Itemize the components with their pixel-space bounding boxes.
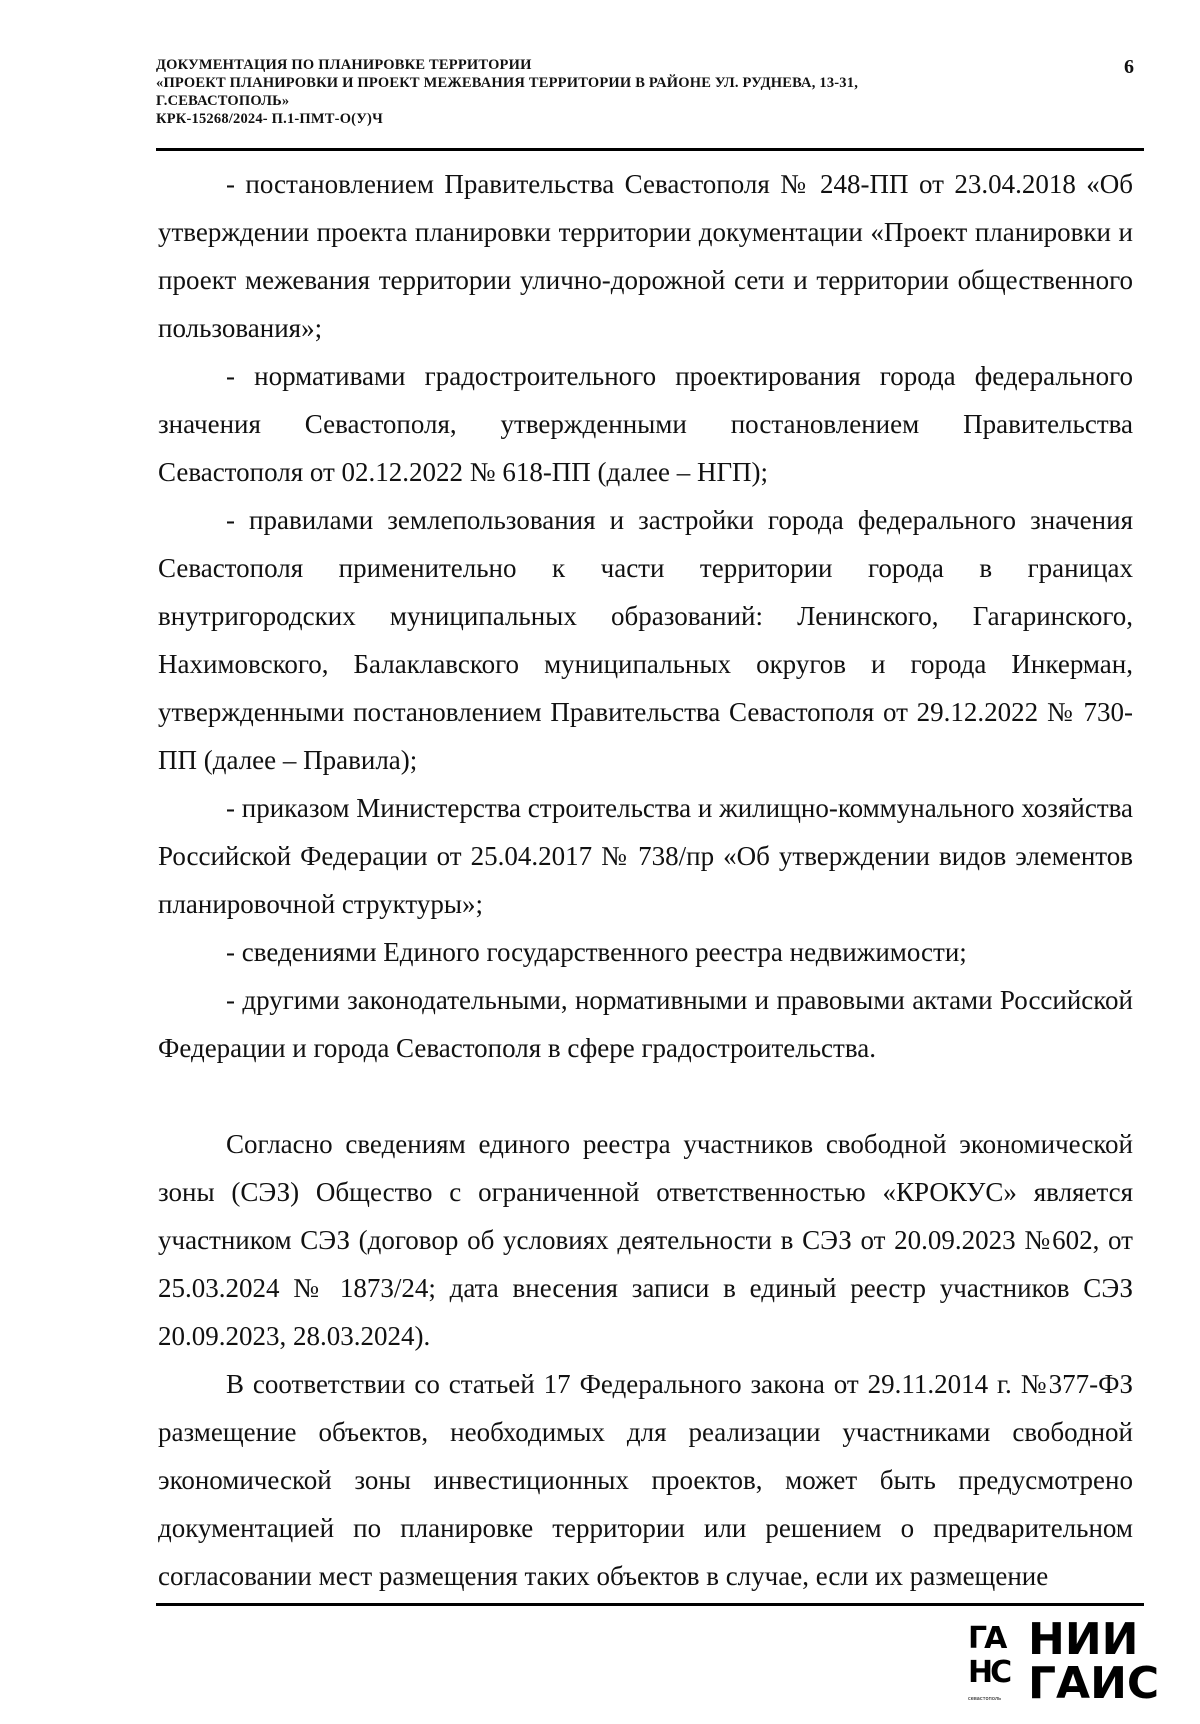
paragraph-7: Согласно сведениям единого реестра участников свободной экономической зоны (СЭЗ) Общество с ограниченной ответственностью «КРОКУС» является участником СЭЗ (договор об условиях деятельности в СЭЗ от 20.09.2023 №602, от 25.03.2024 № 1873/24; дата внесения записи в единый реестр участников СЭЗ 20.09.2023, 28.03.2024). [158, 1129, 1133, 1351]
paragraph-3: - правилами землепользования и застройки города федерального значения Севастополя применительно к части территории города в границах внутригородских муниципальных образований: Ленинского, Гагаринского, Нахимовского, Балаклавского муниципальных округов и города Инкерман, утвержденными постановлением Правительства Севастополя от 29.12.2022 № 730-ПП (далее – Правила); [158, 505, 1133, 775]
header-title-line-3: Г.СЕВАСТОПОЛЬ» [156, 93, 290, 109]
logo-line-1: НИИ [1028, 1614, 1139, 1665]
page-number: 6 [1124, 56, 1134, 78]
paragraph-4: - приказом Министерства строительства и жилищно-коммунального хозяйства Российской Федерации от 25.04.2017 № 738/пр «Об утверждении видов элементов планировочной структуры»; [158, 793, 1133, 919]
logo-mark-icon [968, 1622, 1016, 1702]
logo-mark-top: ГА [968, 1621, 1005, 1656]
footer-divider [156, 1603, 1144, 1606]
paragraph-8: В соответствии со статьей 17 Федерального закона от 29.11.2014 г. №377-ФЗ размещение объектов, необходимых для реализации участниками свободной экономической зоны инвестиционных проектов, может быть предусмотрено документацией по планировке территории или решением о предварительном согласовании мест размещения таких объектов в случае, если их размещение [158, 1369, 1133, 1591]
logo-wordmark [1028, 1614, 1160, 1709]
logo-mark-caption: севастополь [968, 1696, 1002, 1702]
document-body [158, 160, 1133, 1600]
paragraph-2: - нормативами градостроительного проектирования города федерального значения Севастополя, утвержденными постановлением Правительства Севастополя от 02.12.2022 № 618-ПП (далее – НГП); [158, 361, 1133, 487]
paragraph-6: - другими законодательными, нормативными и правовыми актами Российской Федерации и города Севастополя в сфере градостроительства. [158, 985, 1133, 1063]
paragraph-1: - постановлением Правительства Севастополя № 248-ПП от 23.04.2018 «Об утверждении проекта планировки территории документации «Проект планировки и проект межевания территории улично-дорожной сети и территории общественного пользования»; [158, 169, 1133, 343]
niigais-logo [968, 1614, 1160, 1709]
header-title-line-2: «ПРОЕКТ ПЛАНИРОВКИ И ПРОЕКТ МЕЖЕВАНИЯ ТЕРРИТОРИИ В РАЙОНЕ УЛ. РУДНЕВА, 13-31, [156, 75, 859, 91]
paragraph-5: - сведениями Единого государственного реестра недвижимости; [226, 937, 967, 967]
document-header [156, 56, 1106, 128]
logo-line-2: ГАИС [1028, 1658, 1160, 1709]
header-divider [156, 148, 1144, 151]
header-title-line-1: ДОКУМЕНТАЦИЯ ПО ПЛАНИРОВКЕ ТЕРРИТОРИИ [156, 57, 532, 73]
logo-mark-bottom: НС [968, 1655, 1010, 1690]
header-document-code: КРК-15268/2024- П.1-ПМТ-О(У)Ч [156, 111, 383, 127]
